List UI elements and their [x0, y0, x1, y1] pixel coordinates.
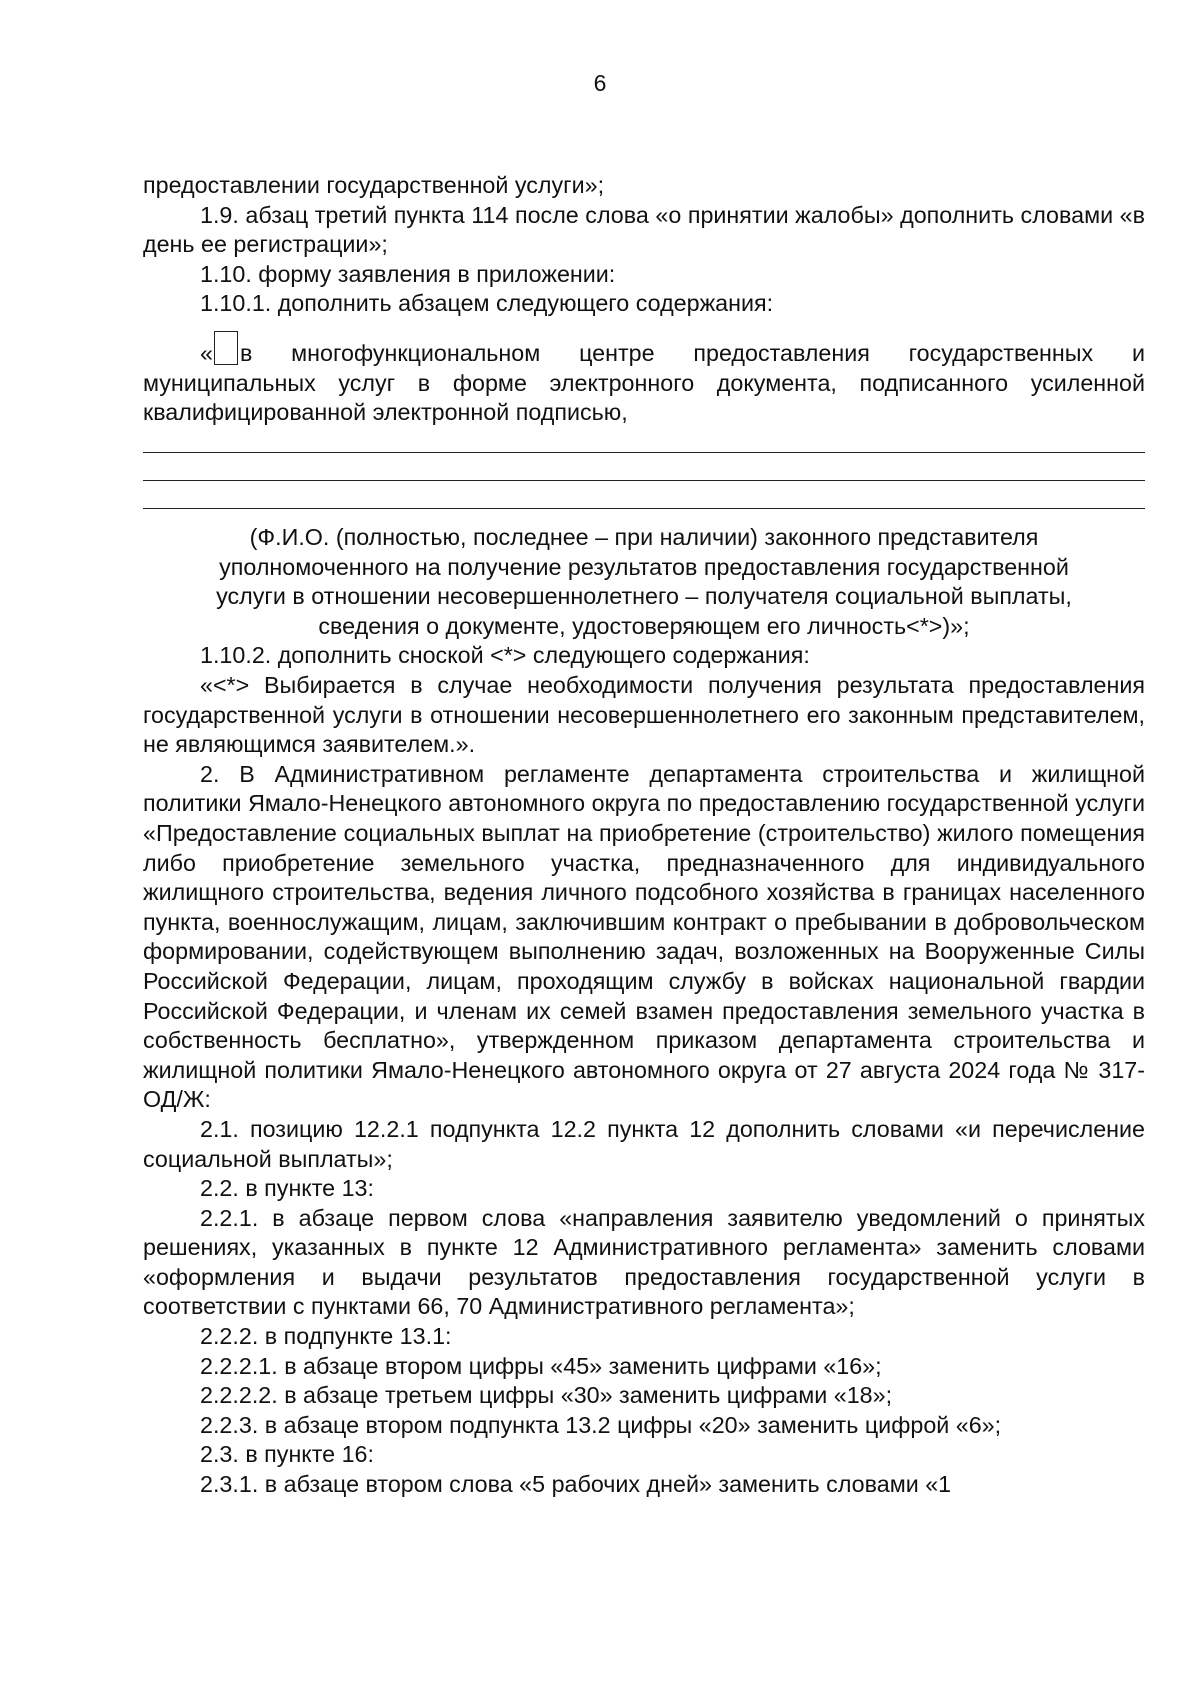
footnote-text: «<*> Выбирается в случае необходимости получения результата предоставления государственной услуги в отношении несовершеннолетнего его законным представителем, не являющимся заявителем.».: [143, 672, 1145, 758]
paragraph-2-2-2: 2.2.2. в подпункте 13.1:: [200, 1323, 452, 1350]
paragraph-2-1: 2.1. позицию 12.2.1 подпункта 12.2 пункта 12 дополнить словами «и перечисление социальной выплаты»;: [143, 1115, 1145, 1172]
paragraph-2-2: 2.2. в пункте 13:: [200, 1175, 374, 1202]
paragraph-2-2-3: 2.2.3. в абзаце втором подпункта 13.2 цифры «20» заменить цифрой «6»;: [200, 1411, 1002, 1438]
paragraph-2-2-2-1: 2.2.2.1. в абзаце втором цифры «45» заменить цифрами «16»;: [200, 1352, 882, 1379]
paragraph-2-2-1: 2.2.1. в абзаце первом слова «направления заявителю уведомлений о принятых решениях, указанных в пункте 12 Административного регламента» заменить словами «оформления и выдачи результатов предоставления государственной услуги в соответствии с пунктами 66, 70 Административного регламента»;: [143, 1204, 1145, 1320]
paragraph-2: 2. В Административном регламенте департамента строительства и жилищной политики Ямало-Ненецкого автономного округа по предоставлению государственной услуги «Предоставление социальных выплат на приобретение (строительство) жилого помещения либо приобретение земельного участка, предназначенного для индивидуального жилищного строительства, ведения личного подсобного хозяйства в границах населенного пункта, военнослужащим, лицам, заключившим контракт о пребывании в добровольческом формировании, содействующем выполнению задач, возложенных на Вооруженные Силы Российской Федерации, лицам, проходящим службу в войсках национальной гвардии Российской Федерации, и членам их семей взамен предоставления земельного участка в собственность бесплатно», утвержденном приказом департамента строительства и жилищной политики Ямало-Ненецкого автономного округа от 27 августа 2024 года № 317-ОД/Ж:: [143, 760, 1145, 1113]
paragraph-2-2-2-2: 2.2.2.2. в абзаце третьем цифры «30» заменить цифрами «18»;: [200, 1382, 893, 1409]
checkbox-icon[interactable]: [214, 331, 238, 365]
fill-in-line-1: [143, 451, 1145, 453]
caption-line: сведения о документе, удостоверяющем его личность<*>)»;: [318, 612, 970, 639]
fill-in-caption: [143, 523, 1145, 641]
document-body: [143, 171, 1145, 1500]
fill-in-line-3: [143, 507, 1145, 509]
caption-line: услуги в отношении несовершеннолетнего – получателя социальной выплаты,: [216, 583, 1072, 610]
caption-line: уполномоченного на получение результатов предоставления государственной: [219, 553, 1069, 580]
paragraph-1-10: 1.10. форму заявления в приложении:: [200, 260, 616, 287]
caption-line: (Ф.И.О. (полностью, последнее – при наличии) законного представителя: [249, 524, 1039, 551]
paragraph-continuation: предоставлении государственной услуги»;: [143, 172, 605, 198]
paragraph-1-9: 1.9. абзац третий пункта 114 после слова «о принятии жалобы» дополнить словами «в день ее регистрации»;: [143, 201, 1145, 258]
opening-quote: «: [200, 339, 213, 366]
quoted-form-paragraph: [143, 331, 1145, 428]
page-number: 6: [593, 70, 607, 96]
fill-in-line-2: [143, 479, 1145, 481]
paragraph-2-3-1: 2.3.1. в абзаце втором слова «5 рабочих дней» заменить словами «1: [200, 1471, 952, 1498]
paragraph-1-10-1: 1.10.1. дополнить абзацем следующего содержания:: [200, 290, 774, 317]
paragraph-1-10-2: 1.10.2. дополнить сноской <*> следующего содержания:: [200, 642, 810, 669]
quoted-form-text: в многофункциональном центре предоставления государственных и муниципальных услуг в форме электронного документа, подписанного усиленной квалифицированной электронной подписью,: [143, 339, 1145, 426]
paragraph-2-3: 2.3. в пункте 16:: [200, 1441, 374, 1468]
